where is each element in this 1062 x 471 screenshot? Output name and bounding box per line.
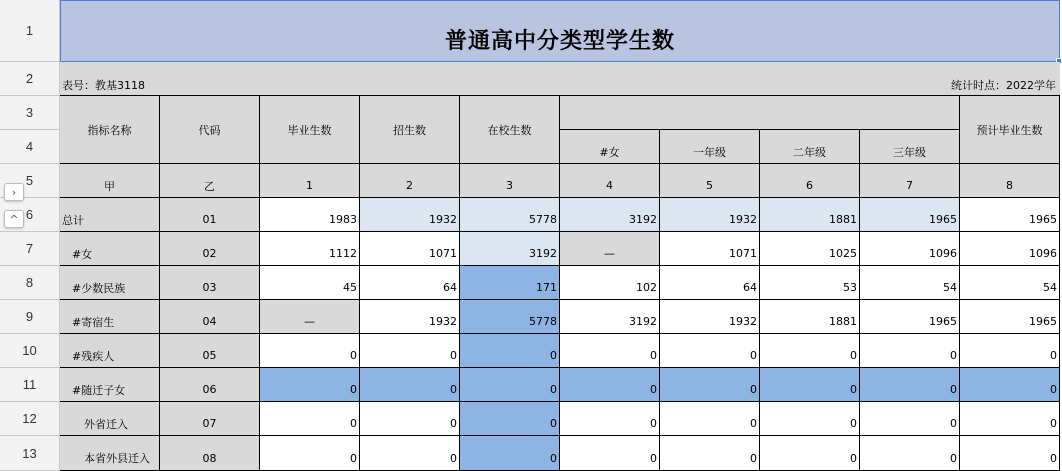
header-enrollment[interactable]: 招生数 xyxy=(360,96,460,164)
row-disabled-name[interactable]: #残疾人 xyxy=(60,334,160,368)
info-row xyxy=(60,62,1060,96)
row-other-province-name[interactable]: 外省迁入 xyxy=(60,402,160,436)
cell[interactable]: 0 xyxy=(960,368,1060,402)
cell[interactable]: 54 xyxy=(960,266,1060,300)
row-boarding-name[interactable]: #寄宿生 xyxy=(60,300,160,334)
row-header-2[interactable]: 2 xyxy=(0,62,60,96)
cell[interactable]: 1096 xyxy=(960,232,1060,266)
row-minority-name[interactable]: #少数民族 xyxy=(60,266,160,300)
cell[interactable]: — xyxy=(260,300,360,334)
cell[interactable]: 53 xyxy=(760,266,860,300)
cell[interactable]: 0 xyxy=(960,402,1060,436)
cell[interactable]: 0 xyxy=(660,334,760,368)
col-index-1[interactable]: 1 xyxy=(260,164,360,198)
cell[interactable]: 0 xyxy=(360,334,460,368)
cell[interactable]: 1965 xyxy=(960,198,1060,232)
cell[interactable]: 0 xyxy=(960,436,1060,471)
header-grade3[interactable]: 三年级 xyxy=(860,130,960,164)
cell[interactable]: 0 xyxy=(460,402,560,436)
cell[interactable]: 0 xyxy=(560,368,660,402)
cell[interactable]: 3192 xyxy=(460,232,560,266)
col-index-3[interactable]: 3 xyxy=(460,164,560,198)
cell[interactable]: 0 xyxy=(660,402,760,436)
cell[interactable]: 0 xyxy=(260,334,360,368)
row-header-12[interactable]: 12 xyxy=(0,402,60,436)
row-header-1[interactable]: 1 xyxy=(0,0,60,62)
col-index-yi[interactable]: 乙 xyxy=(160,164,260,198)
cell[interactable]: 0 xyxy=(660,436,760,471)
row-header-13[interactable]: 13 xyxy=(0,436,60,471)
header-in-school-span[interactable] xyxy=(560,96,960,130)
cell[interactable]: 1881 xyxy=(760,300,860,334)
row-total-code[interactable]: 01 xyxy=(160,198,260,232)
header-grade2[interactable]: 二年级 xyxy=(760,130,860,164)
cell[interactable]: 1881 xyxy=(760,198,860,232)
cell[interactable]: 0 xyxy=(760,436,860,471)
row-header-10[interactable]: 10 xyxy=(0,334,60,368)
cell[interactable]: 0 xyxy=(460,368,560,402)
row-header-11[interactable]: 11 xyxy=(0,368,60,402)
row-header-5[interactable]: 5 xyxy=(0,164,60,198)
cell[interactable]: 0 xyxy=(860,334,960,368)
cell[interactable]: 1983 xyxy=(260,198,360,232)
cell[interactable]: 5778 xyxy=(460,300,560,334)
row-other-county-name[interactable]: 本省外县迁入 xyxy=(60,436,160,471)
cell[interactable]: 0 xyxy=(560,436,660,471)
header-indicator-name[interactable]: 指标名称 xyxy=(60,96,160,164)
row-header-4[interactable]: 4 xyxy=(0,130,60,164)
cell[interactable]: 0 xyxy=(360,402,460,436)
table-number: 表号：教基3118 xyxy=(62,79,145,92)
cell[interactable]: 0 xyxy=(260,436,360,471)
cell[interactable]: 0 xyxy=(360,368,460,402)
chevron-up-icon[interactable]: ^ xyxy=(4,210,24,228)
row-header-7[interactable]: 7 xyxy=(0,232,60,266)
cell[interactable]: 1965 xyxy=(860,300,960,334)
cell[interactable]: 3192 xyxy=(560,300,660,334)
spreadsheet-grid xyxy=(60,0,1062,471)
cell[interactable]: — xyxy=(560,232,660,266)
cell[interactable]: 3192 xyxy=(560,198,660,232)
header-female[interactable]: #女 xyxy=(560,130,660,164)
row-header-6[interactable]: 6 xyxy=(0,198,60,232)
cell[interactable]: 0 xyxy=(460,334,560,368)
col-index-2[interactable]: 2 xyxy=(360,164,460,198)
col-index-8[interactable]: 8 xyxy=(960,164,1060,198)
cell[interactable]: 0 xyxy=(860,368,960,402)
row-header-3[interactable]: 3 xyxy=(0,96,60,130)
chevron-right-icon[interactable]: › xyxy=(4,183,24,201)
cell[interactable]: 1096 xyxy=(860,232,960,266)
cell[interactable]: 102 xyxy=(560,266,660,300)
header-in-school[interactable]: 在校生数 xyxy=(460,96,560,164)
cell[interactable]: 5778 xyxy=(460,198,560,232)
cell[interactable]: 0 xyxy=(360,436,460,471)
row-disabled-code[interactable]: 05 xyxy=(160,334,260,368)
cell[interactable]: 1071 xyxy=(660,232,760,266)
cell[interactable]: 0 xyxy=(460,436,560,471)
row-header-9[interactable]: 9 xyxy=(0,300,60,334)
cell[interactable]: 0 xyxy=(760,334,860,368)
row-total-name[interactable]: 总计 xyxy=(60,198,160,232)
cell[interactable]: 54 xyxy=(860,266,960,300)
cell[interactable]: 171 xyxy=(460,266,560,300)
col-index-jia[interactable]: 甲 xyxy=(60,164,160,198)
cell[interactable]: 0 xyxy=(860,402,960,436)
col-index-6[interactable]: 6 xyxy=(760,164,860,198)
row-migrant-name[interactable]: #随迁子女 xyxy=(60,368,160,402)
cell[interactable]: 1112 xyxy=(260,232,360,266)
row-other-county-code[interactable]: 08 xyxy=(160,436,260,471)
cell[interactable]: 1932 xyxy=(660,198,760,232)
cell[interactable]: 64 xyxy=(660,266,760,300)
cell[interactable]: 1965 xyxy=(960,300,1060,334)
row-boarding-code[interactable]: 04 xyxy=(160,300,260,334)
row-minority-code[interactable]: 03 xyxy=(160,266,260,300)
header-code[interactable]: 代码 xyxy=(160,96,260,164)
row-female-name[interactable]: #女 xyxy=(60,232,160,266)
row-migrant-code[interactable]: 06 xyxy=(160,368,260,402)
cell[interactable]: 0 xyxy=(760,402,860,436)
row-header-column xyxy=(0,0,60,471)
cell[interactable]: 0 xyxy=(660,368,760,402)
cell[interactable]: 0 xyxy=(260,368,360,402)
col-index-7[interactable]: 7 xyxy=(860,164,960,198)
cell[interactable]: 1932 xyxy=(660,300,760,334)
cell[interactable]: 0 xyxy=(560,402,660,436)
cell[interactable]: 0 xyxy=(760,368,860,402)
cell[interactable]: 1932 xyxy=(360,300,460,334)
row-header-8[interactable]: 8 xyxy=(0,266,60,300)
header-expected-graduates[interactable]: 预计毕业生数 xyxy=(960,96,1060,164)
cell[interactable]: 1071 xyxy=(360,232,460,266)
header-graduates[interactable]: 毕业生数 xyxy=(260,96,360,164)
cell[interactable]: 45 xyxy=(260,266,360,300)
cell[interactable]: 0 xyxy=(960,334,1060,368)
col-index-4[interactable]: 4 xyxy=(560,164,660,198)
report-title[interactable]: 普通高中分类型学生数 xyxy=(60,0,1060,62)
cell[interactable]: 1932 xyxy=(360,198,460,232)
cell[interactable]: 0 xyxy=(560,334,660,368)
cell[interactable]: 64 xyxy=(360,266,460,300)
cell[interactable]: 1965 xyxy=(860,198,960,232)
col-index-5[interactable]: 5 xyxy=(660,164,760,198)
cell[interactable]: 0 xyxy=(260,402,360,436)
statistic-time: 统计时点：2022学年 xyxy=(951,79,1056,92)
row-other-province-code[interactable]: 07 xyxy=(160,402,260,436)
cell[interactable]: 0 xyxy=(860,436,960,471)
row-female-code[interactable]: 02 xyxy=(160,232,260,266)
cell[interactable]: 1025 xyxy=(760,232,860,266)
header-grade1[interactable]: 一年级 xyxy=(660,130,760,164)
